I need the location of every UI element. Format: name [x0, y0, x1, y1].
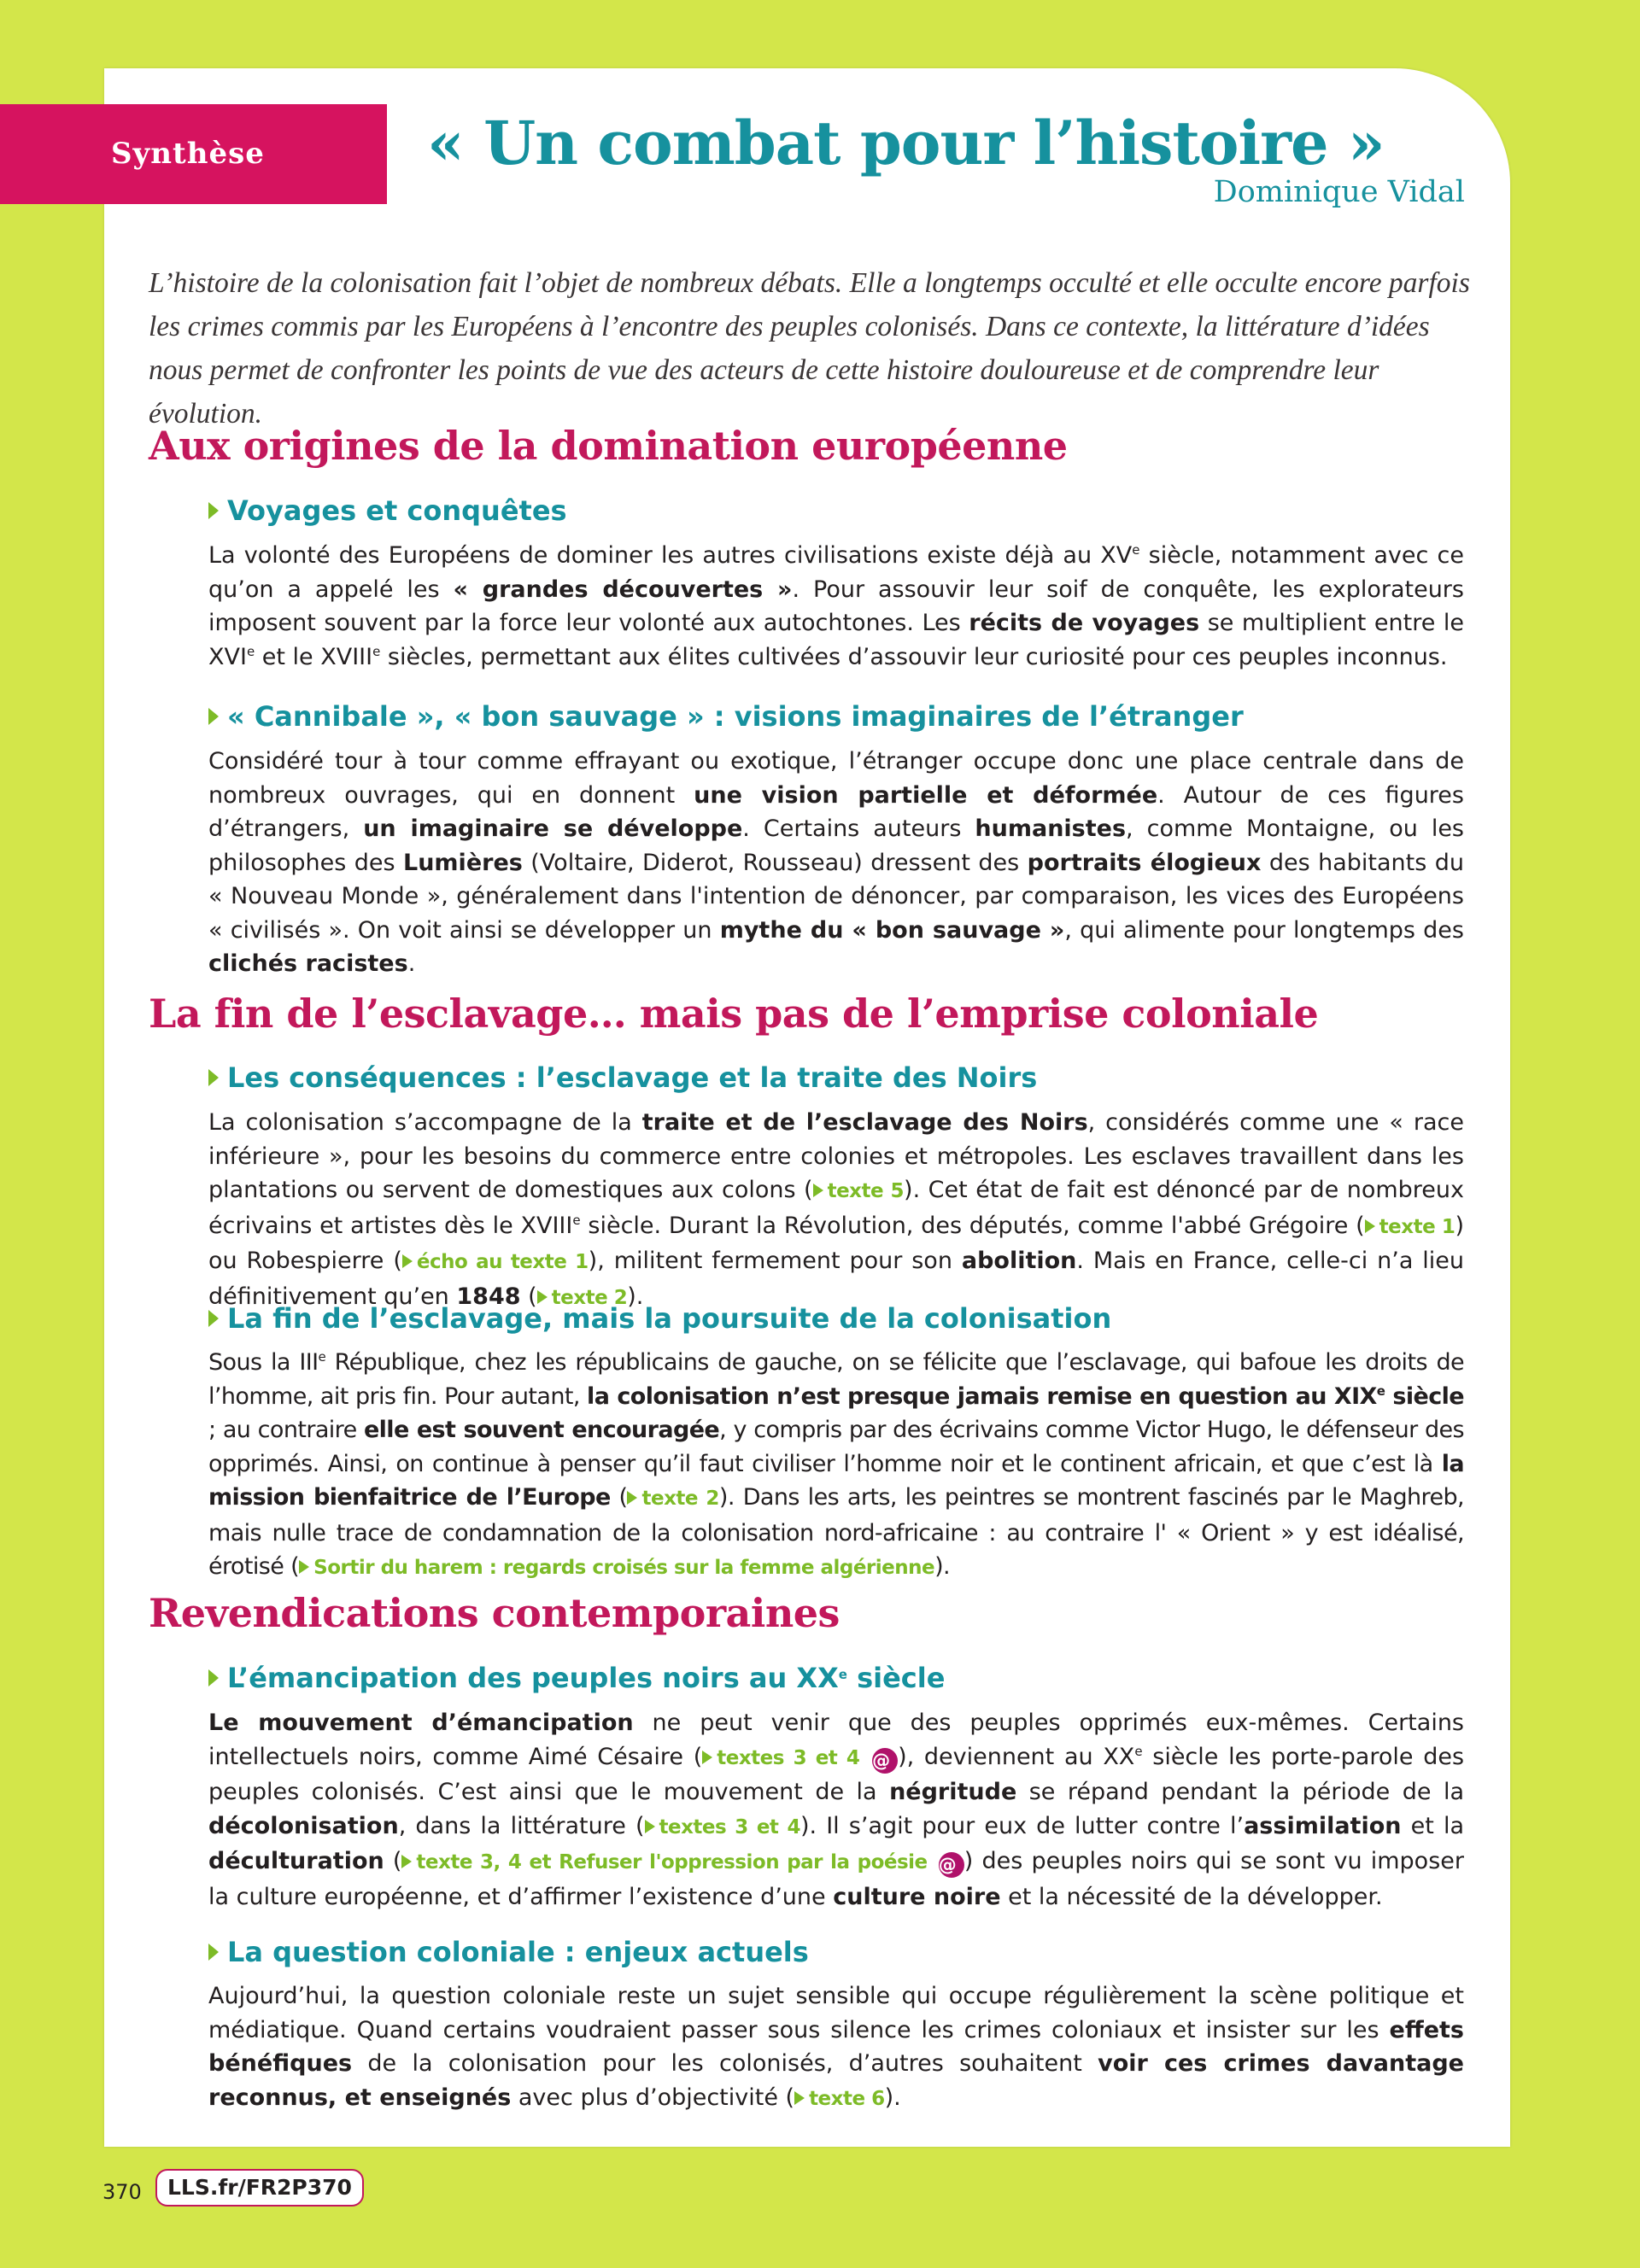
subheading-label: Voyages et conquêtes	[227, 494, 567, 527]
text-reference-link[interactable]: textes 3 et 4	[645, 1816, 800, 1838]
at-sign-icon[interactable]: @	[872, 1748, 898, 1774]
play-arrow-icon	[1365, 1219, 1375, 1233]
at-sign-icon[interactable]: @	[939, 1852, 964, 1878]
bullet-icon	[208, 708, 219, 725]
subheading-label: La fin de l’esclavage, mais la poursuite de la colonisation	[227, 1302, 1112, 1335]
paragraph-cannibale: Considéré tour à tour comme effrayant ou exotique, l’étranger occupe donc une place centrale dans de nombreux ouvrages, qui en donnent une vision partielle et déformée. Autour de ces figures d’étrangers, un imaginaire se développe. Certains auteurs humanistes, comme Montaigne, ou les philosophes des Lumières (Voltaire, Diderot, Rousseau) dressent des portraits élogieux des habitants du « Nouveau Monde », généralement dans l'intention de dénoncer, par comparaison, les vices des Européens « civilisés ». On voit ainsi se développer un mythe du « bon sauvage », qui alimente pour longtemps des clichés racistes.	[208, 748, 1464, 977]
subheading-emancipation	[208, 1659, 945, 1697]
subheading-label: « Cannibale », « bon sauvage » : visions imaginaires de l’étranger	[227, 700, 1244, 733]
subheading-label: Les conséquences : l’esclavage et la traite des Noirs	[227, 1061, 1038, 1094]
intro-paragraph: L’histoire de la colonisation fait l’objet de nombreux débats. Elle a longtemps occulté et elle occulte encore parfois les crimes commis par les Européens à l’encontre des peuples colonisés. Dans ce contexte, la littérature d’idées nous permet de confronter les points de vue des acteurs de cette histoire douloureuse et de comprendre leur évolution.	[149, 267, 1470, 430]
subheading-voyages	[208, 492, 567, 529]
play-arrow-icon	[627, 1491, 637, 1505]
text-reference-link[interactable]: écho au texte 1	[402, 1251, 589, 1273]
text-reference-link[interactable]: textes 3 et 4 @	[702, 1747, 898, 1769]
play-arrow-icon	[645, 1820, 655, 1833]
paragraph-colonisation: Sous la IIIe République, chez les républicains de gauche, on se félicite que l’esclavage, qui bafoue les droits de l’homme, ait pris fin. Pour autant, la colonisation n’est presque jamais remise en question au XIXe siècle ; au contraire elle est souvent encouragée, y compris par des écrivains comme Victor Hugo, le défenseur des opprimés. Ainsi, on continue à penser qu’il faut civiliser l’homme noir et le continent africain, et que c’est là la mission bienfaitrice de l’Europe ( texte 2). Dans les arts, les peintres se montrent fascinés par le Maghreb, mais nulle trace de condamnation de la colonisation nord-africaine : au contraire l' « Orient » y est idéalisé, érotisé ( Sortir du harem : regards croisés sur la femme algérienne).	[208, 1349, 1464, 1580]
bullet-icon	[208, 502, 219, 519]
section-title-claims: Revendications contemporaines	[149, 1590, 840, 1636]
section-title-slavery-end: La fin de l’esclavage… mais pas de l’emprise coloniale	[149, 991, 1319, 1037]
text-reference-link[interactable]: texte 3, 4 et Refuser l'oppression par la poésie @	[401, 1851, 964, 1873]
play-arrow-icon	[794, 2091, 805, 2105]
page-title: « Un combat pour l’histoire »	[427, 108, 1385, 178]
play-arrow-icon	[299, 1560, 309, 1574]
text-reference-link[interactable]: texte 2	[627, 1488, 718, 1510]
subheading-colonisation	[208, 1300, 1111, 1337]
play-arrow-icon	[401, 1855, 412, 1868]
bullet-icon	[208, 1069, 219, 1086]
paragraph-voyages: La volonté des Européens de dominer les autres civilisations existe déjà au XVe siècle, notamment avec ce qu’on a appelé les « grandes découvertes ». Pour assouvir leur soif de conquête, les explorateurs imposent souvent par la force leur volonté aux autochtones. Les récits de voyages se multiplient entre le XVIe et le XVIIIe siècles, permettant aux élites cultivées d’assouvir leur curiosité pour ces peuples inconnus.	[208, 542, 1464, 670]
paragraph-current-issues: Aujourd’hui, la question coloniale reste un sujet sensible qui occupe régulièrement la scène politique et médiatique. Quand certains voudraient passer sous silence les crimes coloniaux et insister sur les effets bénéfiques de la colonisation pour les colonisés, d’autres souhaitent voir ces crimes davantage reconnus, et enseignés avec plus d’objectivité ( texte 6).	[208, 1983, 1464, 2111]
lls-link[interactable]: LLS.fr/FR2P370	[155, 2169, 364, 2207]
paragraph-emancipation: Le mouvement d’émancipation ne peut venir que des peuples opprimés eux-mêmes. Certains intellectuels noirs, comme Aimé Césaire ( textes 3 et 4 @ ), deviennent au XXe siècle les porte-parole des peuples colonisés. C’est ainsi que le mouvement de la négritude se répand pendant la période de la décolonisation, dans la littérature ( textes 3 et 4). Il s’agit pour eux de lutter contre l’assimilation et la déculturation ( texte 3, 4 et Refuser l'oppression par la poésie @ ) des peuples noirs qui se sont vu imposer la culture européenne, et d’affirmer l’existence d’une culture noire et la nécessité de la développer.	[208, 1710, 1465, 1910]
text-reference-link[interactable]: Sortir du harem : regards croisés sur la femme algérienne	[299, 1557, 934, 1579]
paragraph-consequences: La colonisation s’accompagne de la traite et de l’esclavage des Noirs, considérés comme une « race inférieure », pour les besoins du commerce entre colonies et métropoles. Les esclaves travaillent dans les plantations ou servent de domestiques aux colons ( texte 5). Cet état de fait est dénoncé par de nombreux écrivains et artistes dès le XVIIIe siècle. Durant la Révolution, des députés, comme l'abbé Grégoire ( texte 1) ou Robespierre ( écho au texte 1), militent fermement pour son abolition. Mais en France, celle-ci n’a lieu définitivement qu’en 1848 ( texte 2).	[208, 1109, 1464, 1310]
text-reference-link[interactable]: texte 6	[794, 2088, 885, 2110]
subheading-consequences	[208, 1059, 1037, 1096]
text-reference-link[interactable]: texte 5	[813, 1180, 904, 1202]
play-arrow-icon	[702, 1751, 712, 1764]
text-reference-link[interactable]: texte 2	[537, 1287, 628, 1309]
bullet-icon	[208, 1310, 219, 1327]
play-arrow-icon	[402, 1254, 413, 1268]
author-name: Dominique Vidal	[1213, 175, 1465, 209]
subheading-cannibale	[208, 698, 1244, 735]
subheading-label: La question coloniale : enjeux actuels	[227, 1936, 809, 1968]
section-title-origins: Aux origines de la domination européenne	[149, 423, 1068, 469]
subheading-label: L’émancipation des peuples noirs au XXe siècle	[227, 1662, 946, 1694]
text-reference-link[interactable]: texte 1	[1365, 1216, 1456, 1238]
section-tag: Synthèse	[0, 104, 387, 204]
page-number: 370	[102, 2180, 142, 2204]
bullet-icon	[208, 1669, 219, 1686]
play-arrow-icon	[813, 1184, 823, 1197]
subheading-current-issues	[208, 1933, 809, 1971]
bullet-icon	[208, 1944, 219, 1961]
